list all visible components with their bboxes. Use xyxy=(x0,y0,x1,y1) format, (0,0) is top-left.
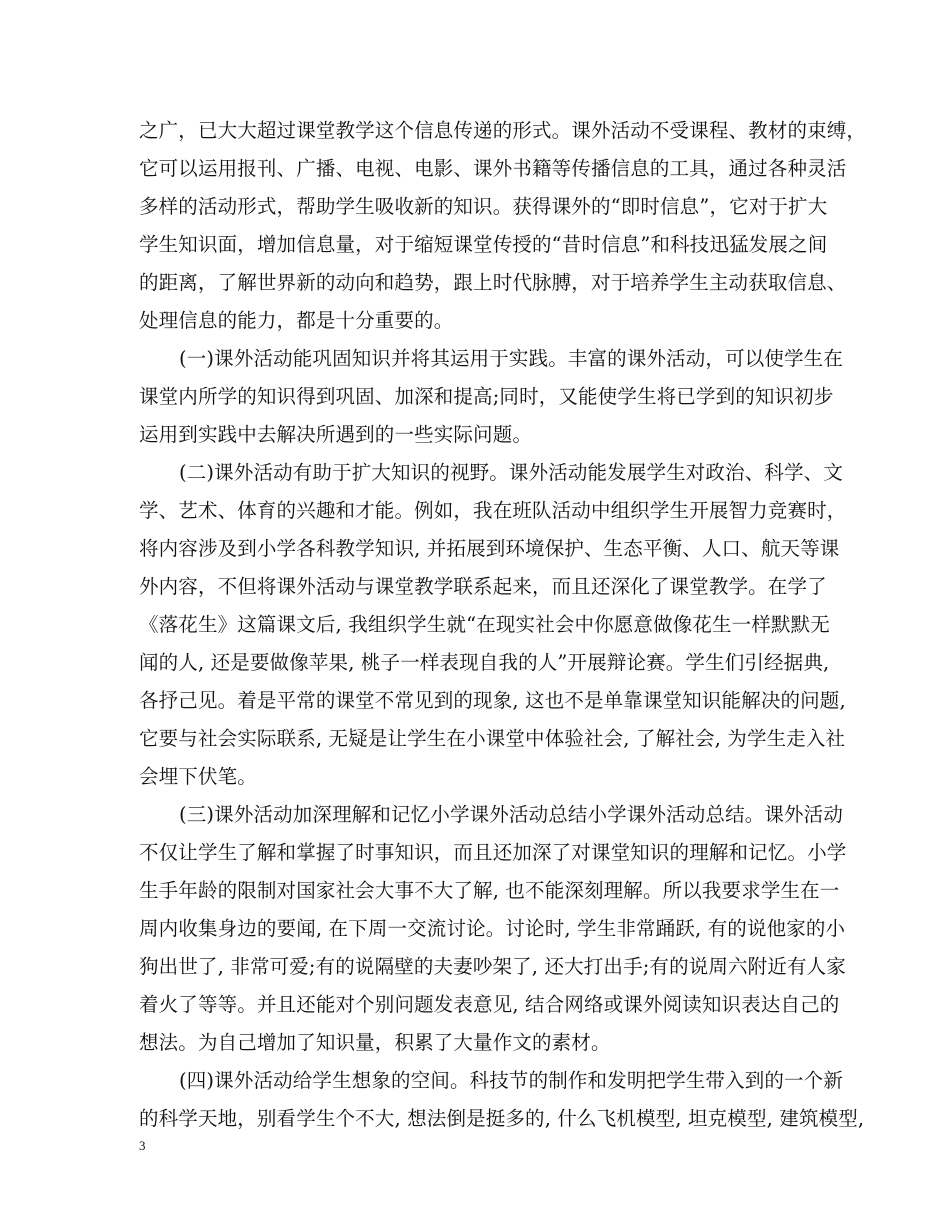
paragraph-start-line: (四)课外活动给学生想象的空间。科技节的制作和发明把学生带入到的一个新 xyxy=(179,1069,843,1092)
text-line: 《落花生》这篇课文后, 我组织学生就“在现实社会中你愿意做像花生一样默默无 xyxy=(139,613,830,636)
text-line: 闻的人, 还是要做像苹果, 桃子一样表现自我的人”开展辩论赛。学生们引经据典, xyxy=(139,651,830,674)
text-line: 运用到实践中去解决所遇到的一些实际问题。 xyxy=(139,423,533,446)
text-line: 的科学天地，别看学生个不大, 想法倒是挺多的, 什么飞机模型, 坦克模型, 建筑模型, xyxy=(139,1107,865,1130)
paragraph-start-line: (三)课外活动加深理解和记忆小学课外活动总结小学课外活动总结。课外活动 xyxy=(179,803,843,826)
text-line: 着火了等等。并且还能对个别问题发表意见, 结合网络或课外阅读知识表达自己的 xyxy=(139,993,840,1016)
text-line: 不仅让学生了解和掌握了时事知识，而且还加深了对课堂知识的理解和记忆。小学 xyxy=(139,841,847,864)
text-line: 处理信息的能力，都是十分重要的。 xyxy=(139,309,454,332)
text-line: 的距离，了解世界新的动向和趋势，跟上时代脉膊，对于培养学生主动获取信息、 xyxy=(139,271,847,294)
text-line: 想法。为自己增加了知识量，积累了大量作文的素材。 xyxy=(139,1031,611,1054)
text-line: 生手年龄的限制对国家社会大事不大了解, 也不能深刻理解。所以我要求学生在一 xyxy=(139,879,840,902)
text-line: 它要与社会实际联系, 无疑是让学生在小课堂中体验社会, 了解社会, 为学生走入社 xyxy=(139,727,846,750)
text-line: 学、艺术、体育的兴趣和才能。例如，我在班队活动中组织学生开展智力竞赛时， xyxy=(139,499,847,522)
paragraph-start-line: (一)课外活动能巩固知识并将其运用于实践。丰富的课外活动，可以使学生在 xyxy=(179,347,843,370)
text-line: 之广，已大大超过课堂教学这个信息传递的形式。课外活动不受课程、教材的束缚， xyxy=(139,119,867,142)
text-line: 学生知识面，增加信息量，对于缩短课堂传授的“昔时信息”和科技迅猛发展之间 xyxy=(139,233,828,256)
page-number: 3 xyxy=(139,1138,146,1153)
text-line: 会埋下伏笔。 xyxy=(139,765,257,788)
text-line: 周内收集身边的要闻, 在下周一交流讨论。讨论时, 学生非常踊跃, 有的说他家的小 xyxy=(139,917,846,940)
paragraph-start-line: (二)课外活动有助于扩大知识的视野。课外活动能发展学生对政治、科学、文 xyxy=(179,461,843,484)
text-line: 课堂内所学的知识得到巩固、加深和提高;同时，又能使学生将已学到的知识初步 xyxy=(139,385,834,408)
text-line: 狗出世了, 非常可爱;有的说隔壁的夫妻吵架了, 还大打出手;有的说周六附近有人家 xyxy=(139,955,846,978)
text-line: 它可以运用报刊、广播、电视、电影、课外书籍等传播信息的工具，通过各种灵活 xyxy=(139,157,847,180)
text-line: 外内容，不但将课外活动与课堂教学联系起来，而且还深化了课堂教学。在学了 xyxy=(139,575,827,598)
body-text xyxy=(139,112,867,1138)
text-line: 将内容涉及到小学各科教学知识, 并拓展到环境保护、生态平衡、人口、航天等课 xyxy=(139,537,840,560)
text-line: 多样的活动形式，帮助学生吸收新的知识。获得课外的“即时信息”，它对于扩大 xyxy=(139,195,828,218)
text-line: 各抒己见。着是平常的课堂不常见到的现象, 这也不是单靠课堂知识能解决的问题, xyxy=(139,689,846,712)
